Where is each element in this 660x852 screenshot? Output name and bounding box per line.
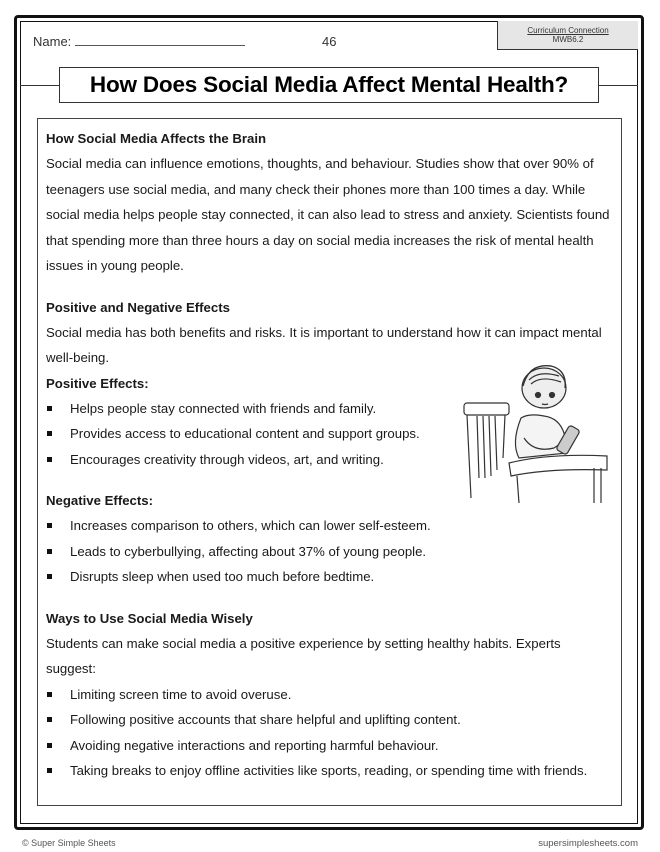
name-field[interactable] (33, 34, 245, 49)
section-paragraph-brain: Social media can influence emotions, thoughts, and behaviour. Studies show that over 90% of teenagers use social media, and many check their phones more than 100 times a day. While social media helps people stay connected, it can also lead to stress and anxiety. Scientists found that spending more than three hours a day on social media increases the risk of mental health issues in young people. (46, 156, 610, 273)
list-item: Encourages creativity through videos, art, and writing. (46, 447, 613, 473)
name-blank-line[interactable] (75, 34, 245, 46)
list-item: Limiting screen time to avoid overuse. (46, 682, 613, 708)
list-item: Increases comparison to others, which can lower self-esteem. (46, 513, 613, 539)
list-item: Leads to cyberbullying, affecting about 37% of young people. (46, 539, 613, 565)
curriculum-connection-label[interactable]: Curriculum Connection (527, 26, 609, 35)
list-item: Disrupts sleep when used too much before bedtime. (46, 564, 613, 590)
title-box (59, 67, 599, 103)
section-paragraph-effects: Social media has both benefits and risks. It is important to understand how it can impact mental well-being. (46, 324, 602, 365)
footer-copyright: © Super Simple Sheets (22, 838, 116, 848)
curriculum-connection-box (497, 21, 638, 50)
section-heading-wisely: Ways to Use Social Media Wisely (46, 610, 253, 626)
positive-effects-heading: Positive Effects: (46, 375, 149, 391)
list-item: Provides access to educational content and support groups. (46, 421, 613, 447)
name-label: Name: (33, 34, 72, 49)
list-item: Helps people stay connected with friends and family. (46, 396, 613, 422)
section-heading-effects: Positive and Negative Effects (46, 299, 230, 315)
page-number: 46 (322, 34, 337, 49)
wisely-list (46, 682, 613, 784)
negative-effects-list (46, 513, 613, 590)
curriculum-code: MWB6.2 (552, 35, 584, 44)
page-title: How Does Social Media Affect Mental Health? (89, 72, 569, 97)
list-item: Avoiding negative interactions and reporting harmful behaviour. (46, 733, 613, 759)
section-paragraph-wisely: Students can make social media a positive experience by setting healthy habits. Experts suggest: (46, 635, 561, 676)
section-heading-brain: How Social Media Affects the Brain (46, 131, 267, 146)
footer-website[interactable]: supersimplesheets.com (538, 838, 638, 849)
negative-effects-heading: Negative Effects: (46, 493, 154, 508)
list-item: Taking breaks to enjoy offline activities like sports, reading, or spending time with friends. (46, 758, 613, 784)
boy-phone-illustration (459, 358, 609, 503)
list-item: Following positive accounts that share helpful and uplifting content. (46, 707, 613, 733)
